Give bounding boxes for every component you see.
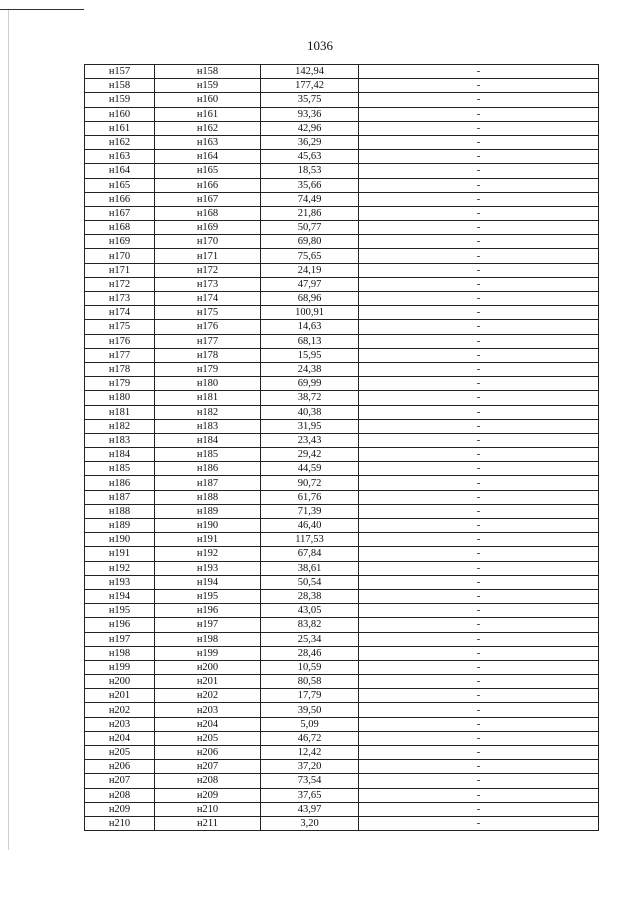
table-row (85, 150, 599, 164)
from-point-cell: н205 (85, 746, 155, 760)
to-point-cell: н165 (155, 164, 261, 178)
note-cell: - (359, 235, 599, 249)
note-cell: - (359, 731, 599, 745)
to-point-cell: н185 (155, 448, 261, 462)
from-point-cell: н159 (85, 93, 155, 107)
note-cell: - (359, 65, 599, 79)
from-point-cell: н208 (85, 788, 155, 802)
length-cell: 25,34 (261, 632, 359, 646)
table-row (85, 760, 599, 774)
from-point-cell: н195 (85, 604, 155, 618)
length-cell: 36,29 (261, 135, 359, 149)
from-point-cell: н166 (85, 192, 155, 206)
table-row (85, 462, 599, 476)
to-point-cell: н184 (155, 433, 261, 447)
note-cell: - (359, 306, 599, 320)
to-point-cell: н183 (155, 419, 261, 433)
length-cell: 117,53 (261, 533, 359, 547)
scan-edge-left (8, 10, 9, 850)
note-cell: - (359, 93, 599, 107)
note-cell: - (359, 490, 599, 504)
to-point-cell: н166 (155, 178, 261, 192)
table-row (85, 107, 599, 121)
length-cell: 17,79 (261, 689, 359, 703)
from-point-cell: н201 (85, 689, 155, 703)
to-point-cell: н171 (155, 249, 261, 263)
length-cell: 69,80 (261, 235, 359, 249)
length-cell: 14,63 (261, 320, 359, 334)
note-cell: - (359, 802, 599, 816)
to-point-cell: н189 (155, 504, 261, 518)
note-cell: - (359, 178, 599, 192)
from-point-cell: н157 (85, 65, 155, 79)
table-row (85, 277, 599, 291)
length-cell: 74,49 (261, 192, 359, 206)
from-point-cell: н170 (85, 249, 155, 263)
table-row (85, 292, 599, 306)
note-cell: - (359, 320, 599, 334)
table-row (85, 703, 599, 717)
note-cell: - (359, 703, 599, 717)
to-point-cell: н190 (155, 519, 261, 533)
to-point-cell: н211 (155, 816, 261, 830)
to-point-cell: н206 (155, 746, 261, 760)
from-point-cell: н198 (85, 646, 155, 660)
to-point-cell: н208 (155, 774, 261, 788)
table-row (85, 249, 599, 263)
note-cell: - (359, 79, 599, 93)
length-cell: 40,38 (261, 405, 359, 419)
length-cell: 10,59 (261, 660, 359, 674)
note-cell: - (359, 788, 599, 802)
length-cell: 29,42 (261, 448, 359, 462)
length-cell: 37,20 (261, 760, 359, 774)
table-row (85, 746, 599, 760)
to-point-cell: н180 (155, 377, 261, 391)
table-row (85, 164, 599, 178)
length-cell: 90,72 (261, 476, 359, 490)
to-point-cell: н202 (155, 689, 261, 703)
length-cell: 44,59 (261, 462, 359, 476)
note-cell: - (359, 760, 599, 774)
to-point-cell: н168 (155, 206, 261, 220)
from-point-cell: н179 (85, 377, 155, 391)
note-cell: - (359, 547, 599, 561)
table-row (85, 589, 599, 603)
length-cell: 61,76 (261, 490, 359, 504)
to-point-cell: н210 (155, 802, 261, 816)
from-point-cell: н167 (85, 206, 155, 220)
to-point-cell: н167 (155, 192, 261, 206)
table-row (85, 362, 599, 376)
to-point-cell: н177 (155, 334, 261, 348)
from-point-cell: н204 (85, 731, 155, 745)
to-point-cell: н207 (155, 760, 261, 774)
table-row (85, 802, 599, 816)
table-row (85, 320, 599, 334)
note-cell: - (359, 504, 599, 518)
from-point-cell: н194 (85, 589, 155, 603)
table-row (85, 504, 599, 518)
table-row (85, 178, 599, 192)
length-cell: 24,19 (261, 263, 359, 277)
from-point-cell: н162 (85, 135, 155, 149)
table-body (85, 65, 599, 831)
length-cell: 42,96 (261, 121, 359, 135)
table-row (85, 391, 599, 405)
coordinates-table (84, 64, 599, 831)
from-point-cell: н197 (85, 632, 155, 646)
to-point-cell: н181 (155, 391, 261, 405)
to-point-cell: н172 (155, 263, 261, 277)
to-point-cell: н191 (155, 533, 261, 547)
to-point-cell: н209 (155, 788, 261, 802)
length-cell: 5,09 (261, 717, 359, 731)
note-cell: - (359, 689, 599, 703)
to-point-cell: н178 (155, 348, 261, 362)
from-point-cell: н181 (85, 405, 155, 419)
table-row (85, 604, 599, 618)
table-row (85, 306, 599, 320)
to-point-cell: н200 (155, 660, 261, 674)
to-point-cell: н182 (155, 405, 261, 419)
length-cell: 37,65 (261, 788, 359, 802)
to-point-cell: н179 (155, 362, 261, 376)
length-cell: 12,42 (261, 746, 359, 760)
from-point-cell: н199 (85, 660, 155, 674)
to-point-cell: н174 (155, 292, 261, 306)
table-row (85, 263, 599, 277)
from-point-cell: н189 (85, 519, 155, 533)
from-point-cell: н203 (85, 717, 155, 731)
table-row (85, 618, 599, 632)
to-point-cell: н162 (155, 121, 261, 135)
to-point-cell: н170 (155, 235, 261, 249)
table-row (85, 419, 599, 433)
to-point-cell: н197 (155, 618, 261, 632)
length-cell: 67,84 (261, 547, 359, 561)
length-cell: 142,94 (261, 65, 359, 79)
note-cell: - (359, 263, 599, 277)
note-cell: - (359, 575, 599, 589)
note-cell: - (359, 533, 599, 547)
from-point-cell: н175 (85, 320, 155, 334)
table-row (85, 561, 599, 575)
note-cell: - (359, 632, 599, 646)
length-cell: 46,72 (261, 731, 359, 745)
length-cell: 46,40 (261, 519, 359, 533)
length-cell: 38,72 (261, 391, 359, 405)
note-cell: - (359, 561, 599, 575)
to-point-cell: н158 (155, 65, 261, 79)
length-cell: 43,97 (261, 802, 359, 816)
from-point-cell: н188 (85, 504, 155, 518)
length-cell: 50,77 (261, 221, 359, 235)
table-row (85, 235, 599, 249)
note-cell: - (359, 448, 599, 462)
note-cell: - (359, 519, 599, 533)
table-row (85, 348, 599, 362)
length-cell: 21,86 (261, 206, 359, 220)
to-point-cell: н175 (155, 306, 261, 320)
table-row (85, 675, 599, 689)
from-point-cell: н200 (85, 675, 155, 689)
scan-edge-top (0, 9, 84, 10)
length-cell: 69,99 (261, 377, 359, 391)
note-cell: - (359, 334, 599, 348)
from-point-cell: н165 (85, 178, 155, 192)
length-cell: 23,43 (261, 433, 359, 447)
to-point-cell: н164 (155, 150, 261, 164)
from-point-cell: н190 (85, 533, 155, 547)
note-cell: - (359, 419, 599, 433)
note-cell: - (359, 164, 599, 178)
note-cell: - (359, 249, 599, 263)
length-cell: 73,54 (261, 774, 359, 788)
note-cell: - (359, 192, 599, 206)
from-point-cell: н193 (85, 575, 155, 589)
length-cell: 83,82 (261, 618, 359, 632)
to-point-cell: н204 (155, 717, 261, 731)
note-cell: - (359, 646, 599, 660)
table-row (85, 192, 599, 206)
table-row (85, 689, 599, 703)
note-cell: - (359, 150, 599, 164)
length-cell: 31,95 (261, 419, 359, 433)
to-point-cell: н161 (155, 107, 261, 121)
note-cell: - (359, 660, 599, 674)
table-row (85, 79, 599, 93)
note-cell: - (359, 377, 599, 391)
length-cell: 93,36 (261, 107, 359, 121)
from-point-cell: н174 (85, 306, 155, 320)
coordinates-table-container (84, 64, 598, 831)
note-cell: - (359, 462, 599, 476)
to-point-cell: н201 (155, 675, 261, 689)
length-cell: 68,96 (261, 292, 359, 306)
to-point-cell: н160 (155, 93, 261, 107)
to-point-cell: н195 (155, 589, 261, 603)
to-point-cell: н194 (155, 575, 261, 589)
length-cell: 43,05 (261, 604, 359, 618)
from-point-cell: н161 (85, 121, 155, 135)
from-point-cell: н206 (85, 760, 155, 774)
table-row (85, 377, 599, 391)
length-cell: 100,91 (261, 306, 359, 320)
table-row (85, 221, 599, 235)
note-cell: - (359, 277, 599, 291)
length-cell: 39,50 (261, 703, 359, 717)
note-cell: - (359, 774, 599, 788)
note-cell: - (359, 618, 599, 632)
from-point-cell: н210 (85, 816, 155, 830)
note-cell: - (359, 362, 599, 376)
note-cell: - (359, 675, 599, 689)
from-point-cell: н168 (85, 221, 155, 235)
table-row (85, 717, 599, 731)
from-point-cell: н158 (85, 79, 155, 93)
note-cell: - (359, 121, 599, 135)
note-cell: - (359, 816, 599, 830)
to-point-cell: н159 (155, 79, 261, 93)
note-cell: - (359, 292, 599, 306)
to-point-cell: н173 (155, 277, 261, 291)
from-point-cell: н163 (85, 150, 155, 164)
from-point-cell: н171 (85, 263, 155, 277)
table-row (85, 646, 599, 660)
table-row (85, 405, 599, 419)
from-point-cell: н196 (85, 618, 155, 632)
note-cell: - (359, 433, 599, 447)
length-cell: 28,46 (261, 646, 359, 660)
from-point-cell: н183 (85, 433, 155, 447)
note-cell: - (359, 135, 599, 149)
note-cell: - (359, 206, 599, 220)
length-cell: 68,13 (261, 334, 359, 348)
table-row (85, 774, 599, 788)
length-cell: 24,38 (261, 362, 359, 376)
from-point-cell: н178 (85, 362, 155, 376)
from-point-cell: н202 (85, 703, 155, 717)
page-number: 1036 (307, 38, 333, 53)
from-point-cell: н184 (85, 448, 155, 462)
from-point-cell: н192 (85, 561, 155, 575)
to-point-cell: н205 (155, 731, 261, 745)
from-point-cell: н180 (85, 391, 155, 405)
to-point-cell: н188 (155, 490, 261, 504)
from-point-cell: н164 (85, 164, 155, 178)
table-row (85, 519, 599, 533)
length-cell: 80,58 (261, 675, 359, 689)
from-point-cell: н207 (85, 774, 155, 788)
length-cell: 47,97 (261, 277, 359, 291)
from-point-cell: н177 (85, 348, 155, 362)
to-point-cell: н186 (155, 462, 261, 476)
from-point-cell: н182 (85, 419, 155, 433)
length-cell: 35,66 (261, 178, 359, 192)
note-cell: - (359, 717, 599, 731)
table-row (85, 65, 599, 79)
length-cell: 177,42 (261, 79, 359, 93)
table-row (85, 334, 599, 348)
from-point-cell: н187 (85, 490, 155, 504)
from-point-cell: н176 (85, 334, 155, 348)
from-point-cell: н169 (85, 235, 155, 249)
table-row (85, 121, 599, 135)
table-row (85, 476, 599, 490)
note-cell: - (359, 348, 599, 362)
length-cell: 15,95 (261, 348, 359, 362)
table-row (85, 660, 599, 674)
note-cell: - (359, 391, 599, 405)
table-row (85, 433, 599, 447)
to-point-cell: н198 (155, 632, 261, 646)
length-cell: 75,65 (261, 249, 359, 263)
to-point-cell: н199 (155, 646, 261, 660)
table-row (85, 93, 599, 107)
table-row (85, 490, 599, 504)
to-point-cell: н192 (155, 547, 261, 561)
length-cell: 45,63 (261, 150, 359, 164)
table-row (85, 788, 599, 802)
to-point-cell: н187 (155, 476, 261, 490)
to-point-cell: н169 (155, 221, 261, 235)
length-cell: 3,20 (261, 816, 359, 830)
note-cell: - (359, 604, 599, 618)
note-cell: - (359, 107, 599, 121)
length-cell: 35,75 (261, 93, 359, 107)
from-point-cell: н173 (85, 292, 155, 306)
table-row (85, 533, 599, 547)
note-cell: - (359, 746, 599, 760)
table-row (85, 206, 599, 220)
note-cell: - (359, 589, 599, 603)
length-cell: 50,54 (261, 575, 359, 589)
table-row (85, 448, 599, 462)
to-point-cell: н176 (155, 320, 261, 334)
from-point-cell: н160 (85, 107, 155, 121)
to-point-cell: н203 (155, 703, 261, 717)
table-row (85, 135, 599, 149)
from-point-cell: н185 (85, 462, 155, 476)
length-cell: 18,53 (261, 164, 359, 178)
note-cell: - (359, 221, 599, 235)
length-cell: 71,39 (261, 504, 359, 518)
from-point-cell: н186 (85, 476, 155, 490)
note-cell: - (359, 476, 599, 490)
to-point-cell: н163 (155, 135, 261, 149)
to-point-cell: н196 (155, 604, 261, 618)
table-row (85, 575, 599, 589)
from-point-cell: н209 (85, 802, 155, 816)
length-cell: 38,61 (261, 561, 359, 575)
to-point-cell: н193 (155, 561, 261, 575)
note-cell: - (359, 405, 599, 419)
from-point-cell: н172 (85, 277, 155, 291)
table-row (85, 632, 599, 646)
table-row (85, 731, 599, 745)
table-row (85, 547, 599, 561)
table-row (85, 816, 599, 830)
length-cell: 28,38 (261, 589, 359, 603)
from-point-cell: н191 (85, 547, 155, 561)
